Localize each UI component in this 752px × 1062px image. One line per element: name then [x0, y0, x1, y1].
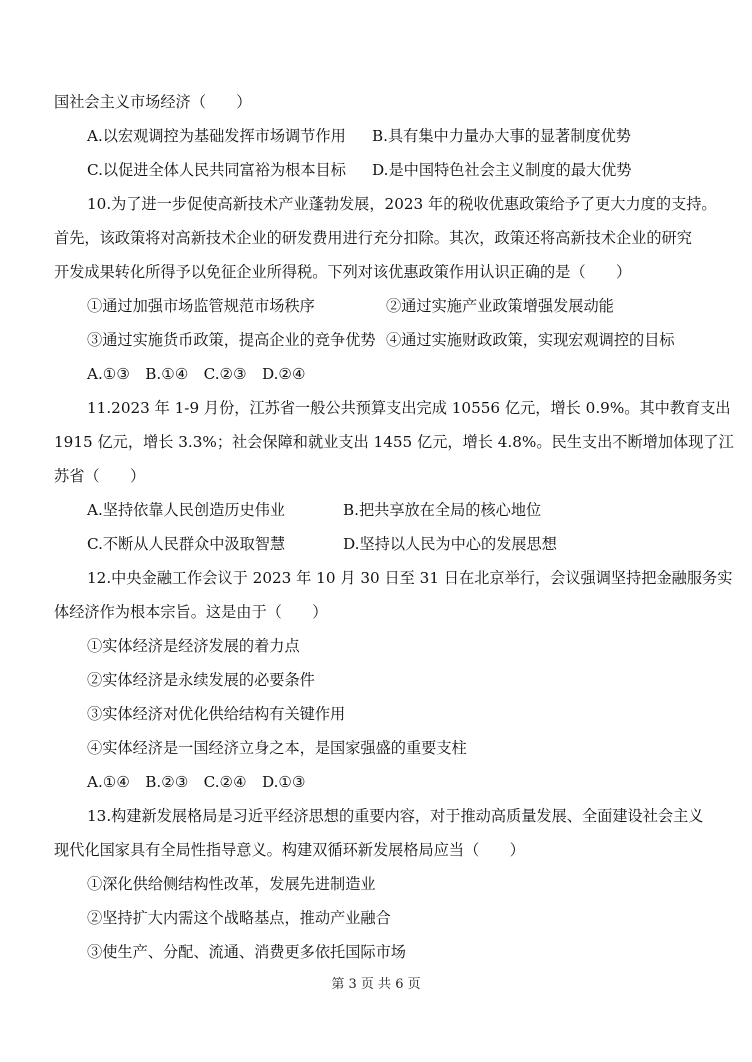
q10-choices: A.①③ B.①④ C.②③ D.②④ [87, 365, 306, 383]
q13-item-1: ①深化供给侧结构性改革，发展先进制造业 [87, 875, 376, 893]
q9-option-d: D.是中国特色社会主义制度的最大优势 [372, 161, 632, 179]
q10-stem-line-2: 首先，该政策将对高新技术企业的研发费用进行充分扣除。其次，政策还将高新技术企业的研究 [54, 229, 692, 247]
q13-item-2: ②坚持扩大内需这个战略基点，推动产业融合 [87, 909, 391, 927]
q11-option-d: D.坚持以人民为中心的发展思想 [343, 535, 557, 553]
q11-stem-line-2: 1915 亿元，增长 3.3%；社会保障和就业支出 1455 亿元，增长 4.8%。民生支出不断增加体现了江 [54, 433, 734, 451]
q12-item-3: ③实体经济对优化供给结构有关键作用 [87, 705, 346, 723]
page-footer: 第 3 页 共 6 页 [331, 977, 421, 992]
q9-options-row-1 [0, 126, 752, 146]
q9-option-c: C.以促进全体人民共同富裕为根本目标 [87, 161, 346, 179]
q12-item-4: ④实体经济是一国经济立身之本，是国家强盛的重要支柱 [87, 739, 467, 757]
q10-item-1: ①通过加强市场监管规范市场秩序 [87, 297, 315, 315]
q12-stem-line-2: 体经济作为根本宗旨。这是由于（ ） [54, 603, 328, 621]
q11-option-a: A.坚持依靠人民创造历史伟业 [87, 501, 286, 519]
q13-stem-line-1: 13.构建新发展格局是习近平经济思想的重要内容，对于推动高质量发展、全面建设社会主义 [87, 807, 704, 825]
q10-item-4: ④通过实施财政政策，实现宏观调控的目标 [386, 331, 675, 349]
q10-item-3: ③通过实施货币政策，提高企业的竞争优势 [87, 331, 376, 349]
q10-items-row-2 [0, 330, 752, 350]
q12-item-1: ①实体经济是经济发展的着力点 [87, 637, 300, 655]
q11-option-c: C.不断从人民群众中汲取智慧 [87, 535, 286, 553]
q9-option-a: A.以宏观调控为基础发挥市场调节作用 [87, 127, 346, 145]
q11-options-row-1 [0, 500, 752, 520]
q11-option-b: B.把共享放在全局的核心地位 [343, 501, 542, 519]
q12-stem-line-1: 12.中央金融工作会议于 2023 年 10 月 30 日至 31 日在北京举行，会议强调坚持把金融服务实 [87, 569, 733, 587]
q12-choices: A.①④ B.②③ C.②④ D.①③ [87, 773, 306, 791]
q10-stem-line-3: 开发成果转化所得予以免征企业所得税。下列对该优惠政策作用认识正确的是（ ） [54, 263, 632, 281]
q10-stem-line-1: 10.为了进一步促使高新技术产业蓬勃发展，2023 年的税收优惠政策给予了更大力度的支持。 [87, 195, 717, 213]
q10-item-2: ②通过实施产业政策增强发展动能 [386, 297, 614, 315]
q9-options-row-2 [0, 160, 752, 180]
q11-stem-line-3: 苏省（ ） [54, 467, 146, 485]
q9-option-b: B.具有集中力量办大事的显著制度优势 [372, 127, 631, 145]
q13-stem-line-2: 现代化国家具有全局性指导意义。构建双循环新发展格局应当（ ） [54, 841, 525, 859]
q11-options-row-2 [0, 534, 752, 554]
q12-item-2: ②实体经济是永续发展的必要条件 [87, 671, 315, 689]
q11-stem-line-1: 11.2023 年 1-9 月份，江苏省一般公共预算支出完成 10556 亿元，增长 0.9%。其中教育支出 [87, 399, 731, 417]
q10-items-row-1 [0, 296, 752, 316]
q9-stem-tail: 国社会主义市场经济（ ） [54, 93, 252, 111]
q13-item-3: ③使生产、分配、流通、消费更多依托国际市场 [87, 943, 406, 961]
